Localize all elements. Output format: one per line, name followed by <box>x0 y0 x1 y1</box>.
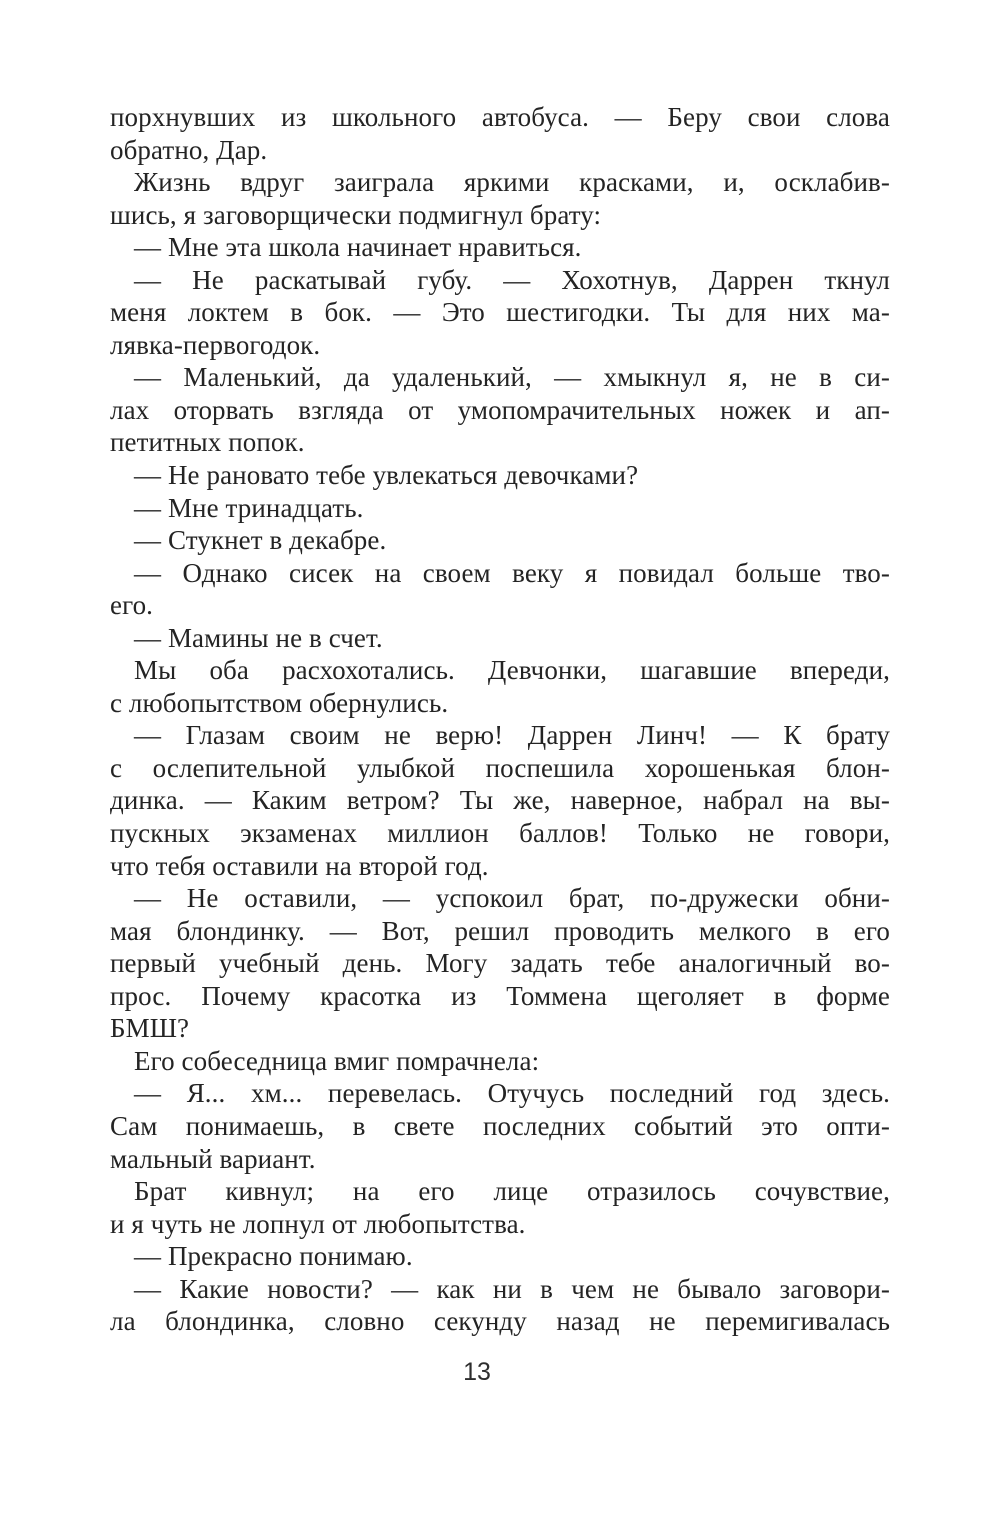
text-line: Жизнь вдруг заиграла яркими красками, и, осклабив- <box>134 167 890 198</box>
text-line: Мы оба расхохотались. Девчонки, шагавшие впереди, <box>134 655 890 686</box>
text-line: — Стукнет в декабре. <box>134 525 387 556</box>
text-line: лявка-первогодок. <box>110 329 321 360</box>
text-line: — Прекрасно понимаю. <box>134 1241 413 1272</box>
text-line: шись, я заговорщически подмигнул брату: <box>110 199 602 230</box>
text-line: — Какие новости? — как ни в чем не бывало заговори- <box>134 1273 890 1304</box>
text-line: — Не раскатывай губу. — Хохотнув, Даррен ткнул <box>134 264 890 295</box>
text-line: первый учебный день. Могу задать тебе аналогичный во- <box>110 948 890 979</box>
text-line: меня локтем в бок. — Это шестигодки. Ты для них ма- <box>110 297 890 328</box>
text-line: ла блондинка, словно секунду назад не перемигивалась <box>110 1306 890 1337</box>
text-line: пускных экзаменах миллион баллов! Только не говори, <box>110 818 890 849</box>
text-line: — Однако сисек на своем веку я повидал больше тво- <box>134 557 890 588</box>
text-line: БМШ? <box>110 1013 190 1044</box>
text-line: — Не оставили, — успокоил брат, по-дружески обни- <box>134 883 890 914</box>
text-line: петитных попок. <box>110 427 305 458</box>
text-line: Сам понимаешь, в свете последних событий это опти- <box>110 1110 890 1141</box>
text-line: с любопытством обернулись. <box>110 687 449 718</box>
page-text <box>110 101 890 1338</box>
text-line: с ослепительной улыбкой поспешила хорошенькая блон- <box>110 752 890 783</box>
text-line: Его собеседница вмиг помрачнела: <box>134 1045 540 1076</box>
text-line: — Мне тринадцать. <box>134 492 364 523</box>
text-line: — Я... хм... перевелась. Отучусь последний год здесь. <box>134 1078 890 1109</box>
text-line: что тебя оставили на второй год. <box>110 850 489 881</box>
text-line: — Мамины не в счет. <box>134 622 383 653</box>
text-line: — Мне эта школа начинает нравиться. <box>134 232 582 263</box>
text-line: — Не рановато тебе увлекаться девочками? <box>134 460 639 491</box>
text-line: динка. — Каким ветром? Ты же, наверное, набрал на вы- <box>110 785 890 816</box>
text-line: — Маленький, да удаленький, — хмыкнул я, не в си- <box>134 362 890 393</box>
text-line: порхнувших из школьного автобуса. — Беру свои слова <box>110 102 890 132</box>
text-line: его. <box>110 590 154 621</box>
page-number: 13 <box>463 1358 491 1386</box>
text-line: лах оторвать взгляда от умопомрачительных ножек и ап- <box>110 394 890 425</box>
text-line: — Глазам своим не верю! Даррен Линч! — К брату <box>134 720 890 751</box>
text-line: Брат кивнул; на его лице отразилось сочувствие, <box>134 1176 890 1207</box>
text-line: обратно, Дар. <box>110 134 268 165</box>
text-line: и я чуть не лопнул от любопытства. <box>110 1208 526 1239</box>
text-line: мальный вариант. <box>110 1143 316 1174</box>
text-line: прос. Почему красотка из Томмена щеголяет в форме <box>110 980 890 1011</box>
text-line: мая блондинку. — Вот, решил проводить мелкого в его <box>110 915 890 946</box>
